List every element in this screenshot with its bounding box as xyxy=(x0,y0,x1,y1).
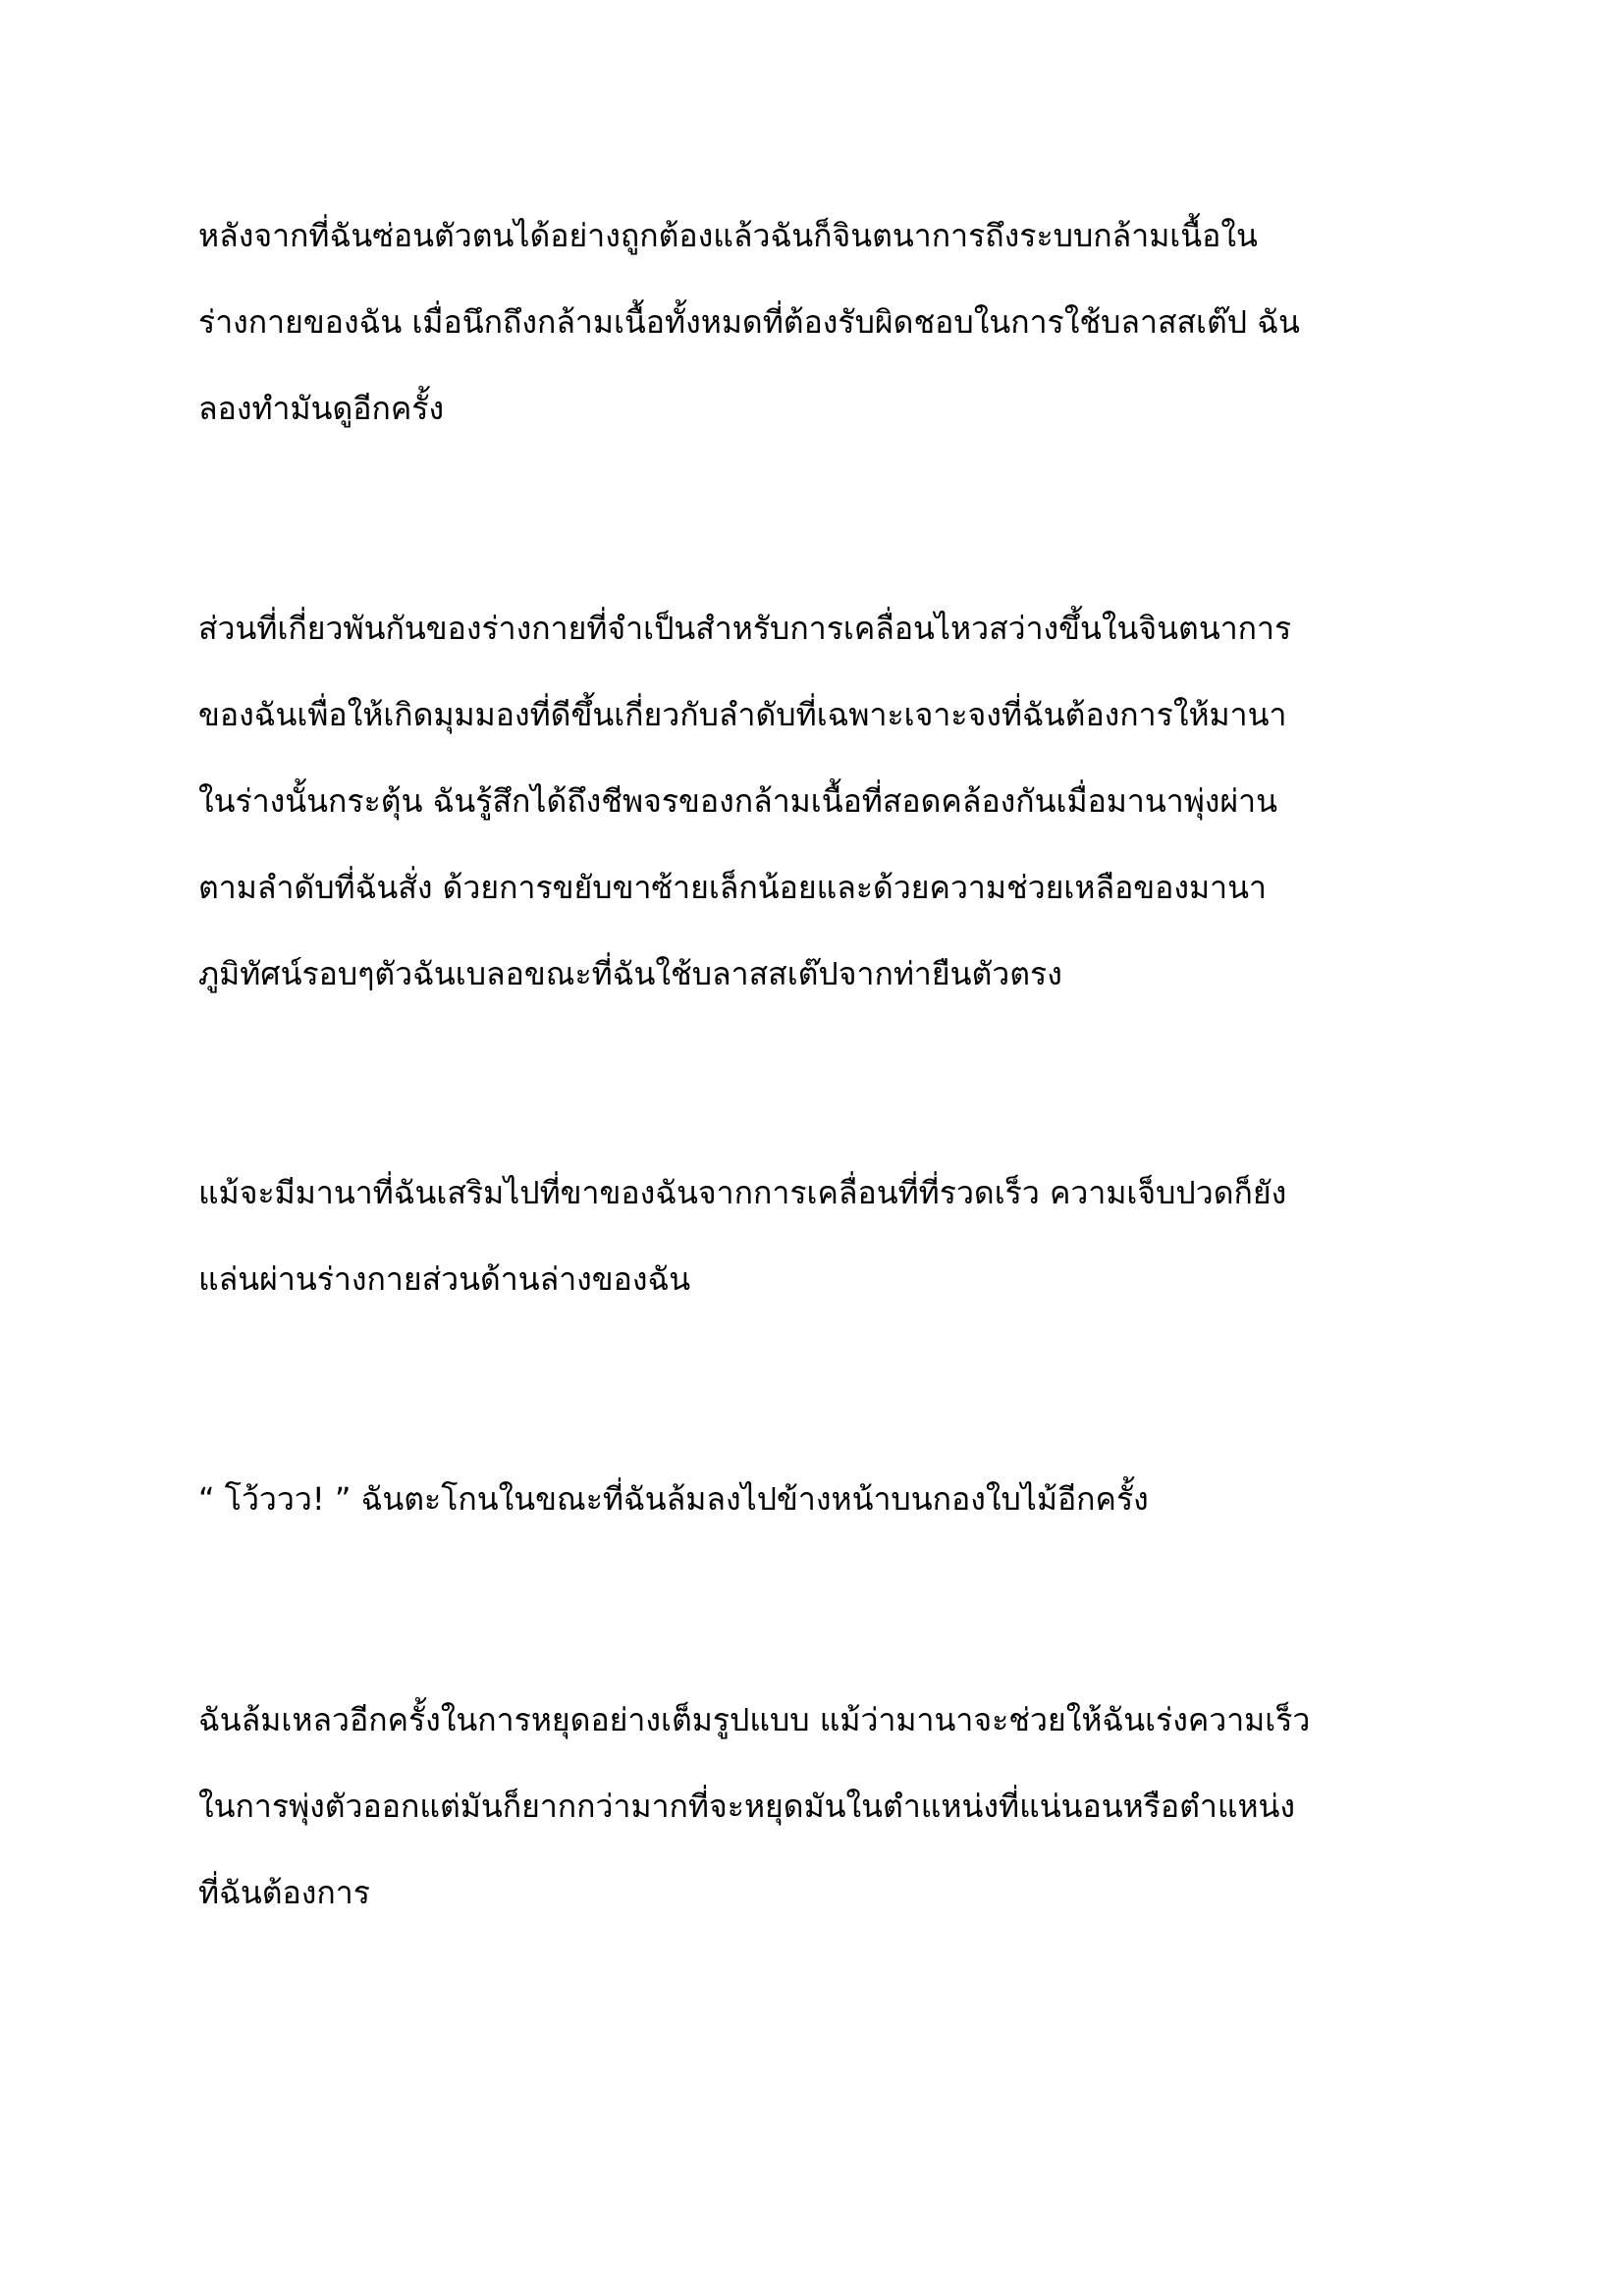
paragraph-2-line-4: ตามลำดับที่ฉันสั่ง ด้วยการขยับขาซ้ายเล็กน้อยและด้วยความช่วยเหลือของมานา xyxy=(198,869,1267,906)
paragraph-2-line-1: ส่วนที่เกี่ยวพันกันของร่างกายที่จำเป็นสำหรับการเคลื่อนไหวสว่างขึ้นในจินตนาการ xyxy=(198,610,1292,647)
paragraph-3-line-2: แล่นผ่านร่างกายส่วนด้านล่างของฉัน xyxy=(198,1260,691,1298)
paragraph-1-line-1: หลังจากที่ฉันซ่อนตัวตนได้อย่างถูกต้องแล้วฉันก็จินตนาการถึงระบบกล้ามเนื้อใน xyxy=(198,217,1258,254)
paragraph-3-line-1: แม้จะมีมานาที่ฉันเสริมไปที่ขาของฉันจากการเคลื่อนที่ที่รวดเร็ว ความเจ็บปวดก็ยัง xyxy=(198,1174,1287,1211)
paragraph-1-line-3: ลองทำมันดูอีกครั้ง xyxy=(198,390,445,427)
paragraph-1-line-2: ร่างกายของฉัน เมื่อนึกถึงกล้ามเนื้อทั้งหมดที่ต้องรับผิดชอบในการใช้บลาสสเต๊ป ฉัน xyxy=(198,303,1300,341)
paragraph-5-line-3: ที่ฉันต้องการ xyxy=(198,1874,370,1911)
paragraph-2-line-5: ภูมิทัศน์รอบๆตัวฉันเบลอขณะที่ฉันใช้บลาสสเต๊ปจากท่ายืนตัวตรง xyxy=(198,955,1062,992)
paragraph-5-line-1: ฉันล้มเหลวอีกครั้งในการหยุดอย่างเต็มรูปแบบ แม้ว่ามานาจะช่วยให้ฉันเร่งความเร็ว xyxy=(198,1701,1311,1738)
paragraph-2-line-3: ในร่างนั้นกระตุ้น ฉันรู้สึกได้ถึงชีพจรของกล้ามเนื้อที่สอดคล้องกันเมื่อมานาพุ่งผ่าน xyxy=(198,782,1277,820)
paragraph-2-line-2: ของฉันเพื่อให้เกิดมุมมองที่ดีขึ้นเกี่ยวกับลำดับที่เฉพาะเจาะจงที่ฉันต้องการให้มานา xyxy=(198,696,1287,733)
paragraph-4-line-1: “ โว้ววว! ” ฉันตะโกนในขณะที่ฉันล้มลงไปข้างหน้าบนกองใบไม้อีกครั้ง xyxy=(198,1480,1149,1518)
paragraph-5-line-2: ในการพุ่งตัวออกแต่มันก็ยากกว่ามากที่จะหยุดมันในตำแหน่งที่แน่นอนหรือตำแหน่ง xyxy=(198,1788,1296,1825)
